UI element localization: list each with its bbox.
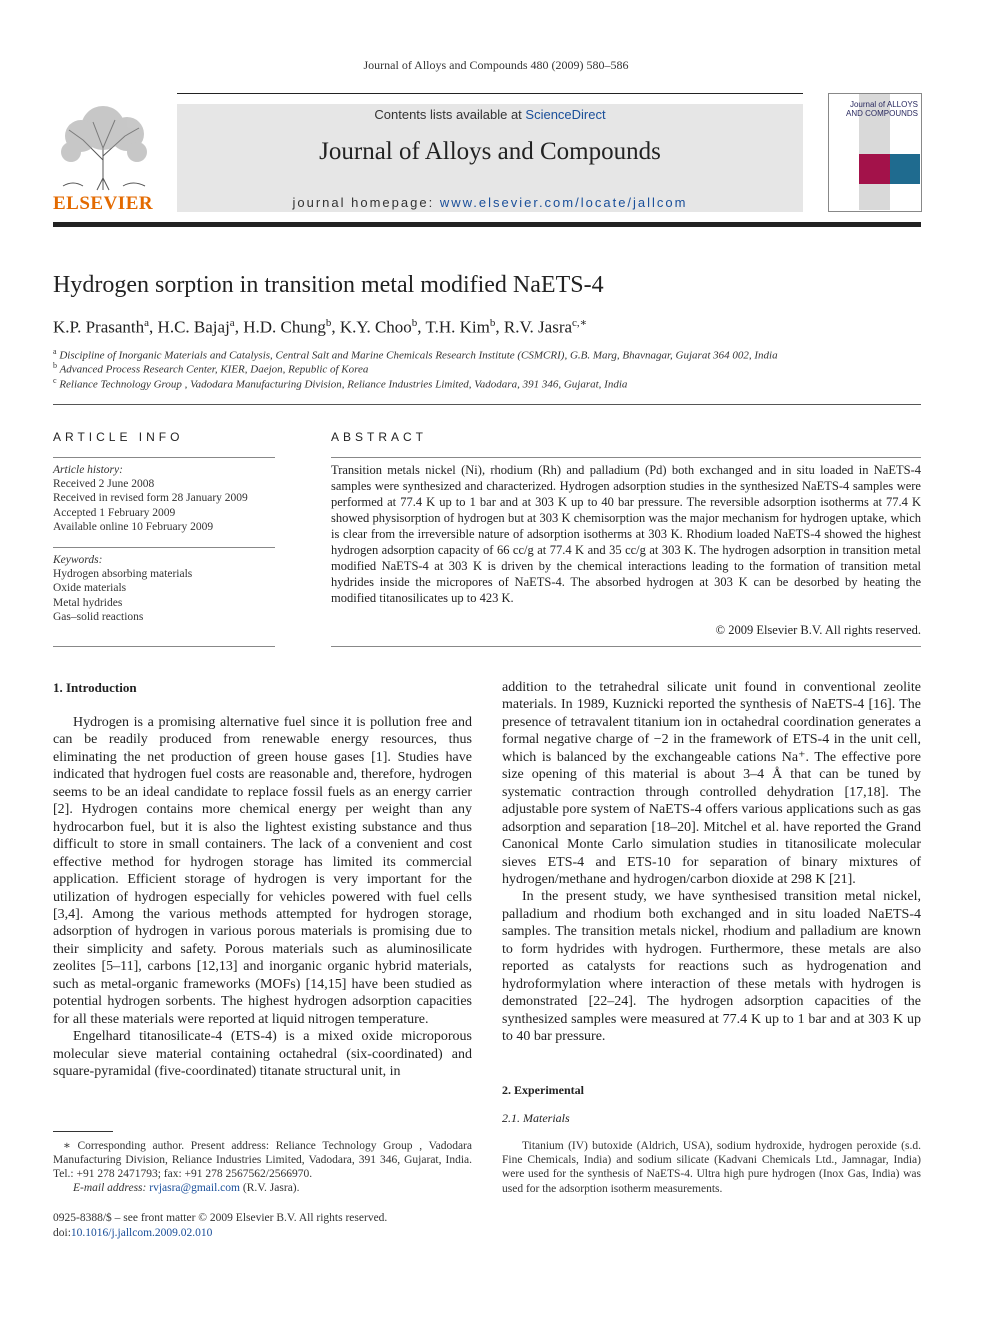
journal-citation: Journal of Alloys and Compounds 480 (2009) 580–586 — [363, 58, 629, 72]
cover-blue-block — [890, 154, 920, 184]
issn-line: 0925-8388/$ – see front matter © 2009 Elsevier B.V. All rights reserved. — [53, 1212, 388, 1224]
history-online: Available online 10 February 2009 — [53, 520, 214, 533]
keyword-item[interactable]: Metal hydrides — [53, 596, 123, 609]
journal-banner — [177, 104, 803, 212]
author-name[interactable]: H.C. Bajaj — [157, 317, 230, 337]
author-affil-mark: c,∗ — [572, 317, 588, 329]
history-accepted: Accepted 1 February 2009 — [53, 506, 176, 519]
corresponding-text: ∗ Corresponding author. Present address: Reliance Technology Group , Vadodara Manufacturing Division, Reliance Industries Limited, Vadodara, 391 346, Gujarat, India. Tel.: +91 278 2471793; fax: +91 278 2567562/2566970. — [53, 1140, 472, 1181]
keywords-rule — [53, 547, 275, 548]
materials-heading: 2.1. Materials — [502, 1111, 570, 1125]
materials-text: Titanium (IV) butoxide (Aldrich, USA), sodium hydroxide, hydrogen peroxide (s.d. Fine Chemicals, India) and sodium silicate (Kadvani Chemicals Ltd., Jamnagar, India) were used for the synthesis of NaETS-4. Ultra high pure hydrogen (Inox Gas, India) was used for the adsorption isotherm measurements. — [502, 1140, 921, 1195]
affiliation-a — [53, 347, 778, 362]
email-suffix: (R.V. Jasra). — [239, 1182, 300, 1194]
homepage-line — [177, 195, 803, 210]
affiliation-b — [53, 361, 368, 376]
affiliation-text: Reliance Technology Group , Vadodara Manufacturing Division, Reliance Industries Limited, Vadodara, 391 346, Gujarat, India — [59, 378, 628, 391]
keyword-item[interactable]: Hydrogen absorbing materials — [53, 568, 193, 581]
abstract-rule — [331, 457, 921, 458]
keyword-item[interactable]: Gas–solid reactions — [53, 610, 144, 623]
article-history — [53, 463, 275, 534]
author-affil-mark: b — [489, 317, 496, 329]
elsevier-tree-icon — [53, 100, 153, 192]
author-name[interactable]: H.D. Chung — [243, 317, 326, 337]
history-revised: Received in revised form 28 January 2009 — [53, 492, 248, 505]
footnote-rule — [53, 1131, 113, 1132]
author-name[interactable]: K.Y. Choo — [339, 317, 412, 337]
affiliation-mark: b — [53, 361, 57, 370]
affiliation-text: Discipline of Inorganic Materials and Catalysis, Central Salt and Marine Chemicals Research Institute (CSMCRI), G.B. Marg, Bhavnagar, Gujarat 364 002, India — [59, 349, 778, 362]
sciencedirect-link[interactable]: ScienceDirect — [525, 107, 606, 122]
right-paragraph-1: addition to the tetrahedral silicate unit found in conventional zeolite materials. In 1989, Kuznicki reported the synthesis of NaETS-4 [16]. The presence of tetravalent titanium ion in octahedral coordination generates a formal negative charge of −2 in the framework of ETS-4 in the unit cell, which is balanced by the exchangeable cations Na⁺. The effective pore size opening of this material is about 3–4 Å that can be tuned by systematic contraction through controlled dehydration [17,18]. The adjustable pore system of NaETS-4 offers various applications such as gas adsorption and separation [18–20]. Mitchel et al. have reported the Grand Canonical Monte Carlo simulation studies in titanosilicate molecular sieves ETS-4 and ETS-10 for separation of binary mixtures of hydrogen/methane and hydrogen/carbon dioxide at 298 K [21]. — [502, 680, 921, 887]
homepage-prefix: journal homepage: — [292, 195, 440, 210]
author-name[interactable]: R.V. Jasra — [503, 317, 573, 337]
abstract-text: Transition metals nickel (Ni), rhodium (Rh) and palladium (Pd) both exchanged and in situ loaded in NaETS-4 samples were synthesized and characterized. Hydrogen adsorption studies in the synthesized NaETS-4 samples were performed at 77.4 K up to 1 bar and at 303 K up to 40 bar pressure. The reversible adsorption isotherms at 77.4 K showed physisorption of hydrogen but at 303 K chemisorption was the major mechanism for hydrogen uptake, which is clear from the irreversible nature of adsorption isotherms at 303 K. Rhodium loaded NaETS-4 showed the highest hydrogen adsorption capacity of 66 cc/g at 77.4 K and 35 cc/g at 303 K. The hydrogen adsorption in transition metal modified NaETS-4 at 303 K is driven by the chemical interactions leading to the formation of transition metal hydrides inside the micropores of NaETS-4. The absorbed hydrogen at 303 K can be desorbed by heating the modified titanosilicates up to 423 K. — [331, 463, 921, 605]
author-name[interactable]: T.H. Kim — [425, 317, 490, 337]
email-line — [73, 1181, 300, 1195]
author-name[interactable]: K.P. Prasanth — [53, 317, 145, 337]
author-list: K.P. Prasanth$^a$, H.C. Bajaj$^a$, H.D. Chung$^b$, K.Y. Choo$^b$, T.H. Kim$^b$, R.V. Jasra$^{c,∗}$ — [53, 317, 588, 337]
article-info-rule — [53, 457, 275, 458]
left-column — [53, 714, 472, 1081]
introduction-heading: 1. Introduction — [53, 680, 137, 695]
cover-title: Journal of ALLOYS AND COMPOUNDS — [845, 100, 918, 118]
author-affil-mark: b — [325, 317, 332, 329]
abstract-heading: ABSTRACT — [331, 430, 428, 444]
header-thick-rule — [53, 222, 921, 227]
doi-line — [53, 1226, 212, 1240]
intro-paragraph-2: Engelhard titanosilicate-4 (ETS-4) is a mixed oxide microporous molecular sieve material containing octahedral (six-coordinated) and square-pyramidal (five-coordinated) titanate structural unit, in — [53, 1029, 472, 1080]
cover-magenta-block — [859, 154, 890, 184]
author-affil-mark: b — [411, 317, 418, 329]
history-label: Article history: — [53, 464, 123, 476]
journal-title: Journal of Alloys and Compounds — [319, 138, 661, 165]
article-info-bottom-rule — [53, 646, 275, 647]
email-label: E-mail address: — [73, 1182, 147, 1194]
keywords-block — [53, 553, 275, 624]
right-column — [502, 679, 921, 1046]
elsevier-logo[interactable] — [53, 100, 153, 215]
keyword-item[interactable]: Oxide materials — [53, 582, 127, 595]
keywords-label: Keywords: — [53, 554, 103, 566]
intro-paragraph-1: Hydrogen is a promising alternative fuel since it is pollution free and can be readily produced from renewable energy resources, thus eliminating the net production of green house gases [1]. Studies have indicated that hydrogen fuel costs are reasonable and, therefore, hydrogen seems to be an ideal candidate to replace fossil fuels as an energy carrier [2]. Hydrogen contains more chemical energy per weight than any hydrocarbon fuel, but it is also the lightest existing substance and thus difficult to store in small containers. The lack of a convenient and cost effective method for hydrogen storage has limited its commercial application. Efficient storage of hydrogen is very important for the utilization of hydrogen especially for vehicles powered with fuel cells [3,4]. Among the various methods attempted for hydrogen storage, adsorption of hydrogen in various porous materials is promising due to their simplicity and safety. Porous materials such as aluminosilicate zeolites [5–11], carbons [12,13] and inorganic organic hybrid materials, such as metal-organic frameworks (MOFs) [14,15] have been studied as potential hydrogen sorbents. The highest hydrogen adsorption capacities for all these materials were reported at liquid nitrogen temperature. — [53, 715, 472, 1027]
elsevier-wordmark: ELSEVIER — [53, 193, 154, 214]
right-paragraph-2: In the present study, we have synthesised transition metal nickel, palladium and rhodium both exchanged and in situ loaded NaETS-4 samples. The transition metals nickel, rhodium and palladium are known to form hydrides with hydrogen. Furthermore, these metals are also reported as catalysts for reactions such as hydrogenation and hydroformylation where interaction of these metals with hydrogen is demonstrated [22–24]. The hydrogen adsorption capacities of the synthesized samples were measured at 77.4 K up to 1 bar and at 303 K up to 40 bar pressure. — [502, 889, 921, 1045]
corresponding-author-note — [53, 1139, 472, 1182]
affiliation-divider — [53, 404, 921, 405]
journal-cover-thumbnail[interactable] — [828, 93, 922, 212]
doi-prefix: doi: — [53, 1227, 71, 1239]
affiliation-mark: a — [53, 347, 57, 356]
abstract-copyright: © 2009 Elsevier B.V. All rights reserved. — [715, 623, 921, 637]
homepage-link[interactable]: www.elsevier.com/locate/jallcom — [439, 195, 688, 210]
abstract-bottom-rule — [331, 646, 921, 647]
author-affil-mark: a — [144, 317, 150, 329]
author-affil-mark: a — [229, 317, 235, 329]
affiliation-mark: c — [53, 376, 57, 385]
history-received: Received 2 June 2008 — [53, 478, 155, 491]
doi-link[interactable]: 10.1016/j.jallcom.2009.02.010 — [70, 1227, 213, 1239]
contents-line — [177, 107, 803, 122]
header-top-rule — [177, 93, 803, 94]
article-info-heading: ARTICLE INFO — [53, 430, 184, 444]
affiliation-text: Advanced Process Research Center, KIER, Daejon, Republic of Korea — [59, 363, 369, 376]
email-link[interactable]: rvjasra@gmail.com — [149, 1182, 240, 1194]
experimental-heading: 2. Experimental — [502, 1083, 584, 1097]
affiliation-c — [53, 376, 627, 391]
contents-prefix: Contents lists available at — [374, 107, 526, 122]
article-title: Hydrogen sorption in transition metal modified NaETS-4 — [53, 272, 604, 298]
